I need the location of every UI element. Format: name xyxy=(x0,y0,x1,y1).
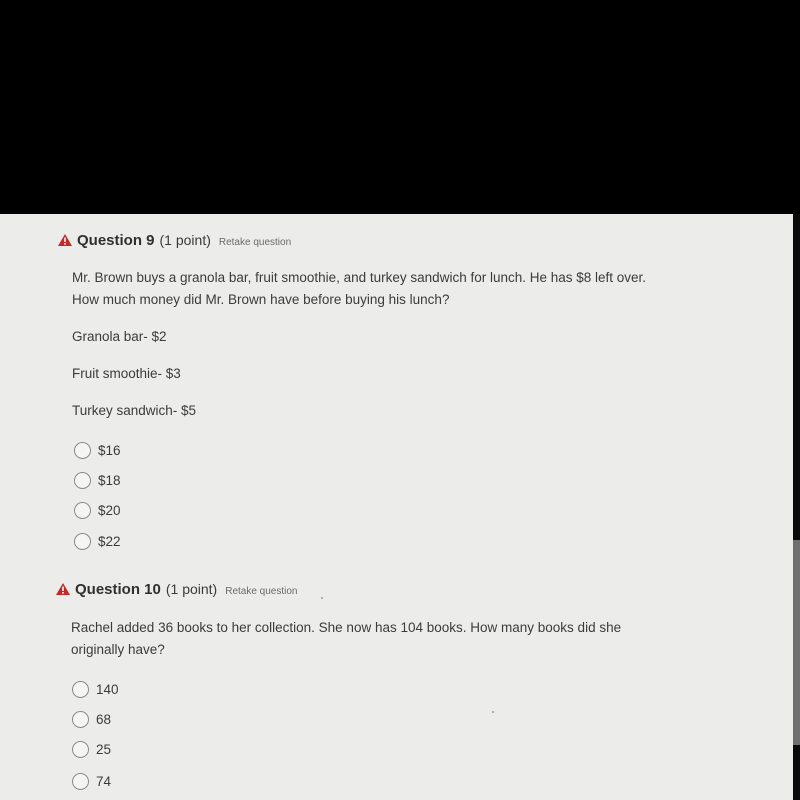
price-line-sandwich: Turkey sandwich- $5 xyxy=(72,403,197,418)
answer-option-16[interactable] xyxy=(74,442,121,459)
question-10-prompt: Rachel added 36 books to her collection. She now has 104 books. How many books did she originally have? xyxy=(71,620,622,657)
option-label: 140 xyxy=(96,682,119,697)
radio-button[interactable] xyxy=(74,442,91,459)
warning-icon xyxy=(56,583,70,595)
answer-option-25[interactable] xyxy=(72,741,111,758)
question-9-prompt: Mr. Brown buys a granola bar, fruit smoothie, and turkey sandwich for lunch. He has $8 left over. How much money did Mr. Brown have before buying his lunch? xyxy=(72,270,647,307)
radio-button[interactable] xyxy=(74,472,91,489)
question-10-header xyxy=(56,581,298,598)
radio-button[interactable] xyxy=(74,502,91,519)
question-title: Question 10 xyxy=(75,581,161,598)
option-label: $20 xyxy=(98,503,121,518)
question-points: (1 point) xyxy=(159,232,211,248)
answer-option-22[interactable] xyxy=(74,533,121,550)
scrollbar-thumb[interactable] xyxy=(793,540,800,745)
stray-dot xyxy=(321,597,323,599)
price-line-smoothie: Fruit smoothie- $3 xyxy=(72,366,181,381)
radio-button[interactable] xyxy=(72,711,89,728)
answer-option-140[interactable] xyxy=(72,681,119,698)
top-black-area xyxy=(0,0,800,214)
option-label: 74 xyxy=(96,774,112,789)
radio-button[interactable] xyxy=(72,741,89,758)
radio-button[interactable] xyxy=(72,773,89,790)
answer-option-68[interactable] xyxy=(72,711,111,728)
question-points: (1 point) xyxy=(165,581,218,597)
option-label: 68 xyxy=(96,712,112,727)
option-label: $18 xyxy=(98,473,121,488)
answer-option-20[interactable] xyxy=(74,502,121,519)
answer-option-18[interactable] xyxy=(74,472,121,489)
question-title: Question 9 xyxy=(77,232,155,249)
retake-question-link[interactable]: Retake question xyxy=(225,586,298,597)
radio-button[interactable] xyxy=(72,681,89,698)
retake-question-link[interactable]: Retake question xyxy=(218,237,292,248)
answer-option-74[interactable] xyxy=(72,773,111,790)
radio-button[interactable] xyxy=(74,533,91,550)
option-label: $16 xyxy=(98,443,121,458)
question-9-header xyxy=(58,232,291,249)
option-label: 25 xyxy=(96,742,112,757)
option-label: $22 xyxy=(98,534,121,549)
stray-dot xyxy=(492,711,494,713)
price-line-granola: Granola bar- $2 xyxy=(72,329,167,344)
warning-icon xyxy=(58,234,72,246)
